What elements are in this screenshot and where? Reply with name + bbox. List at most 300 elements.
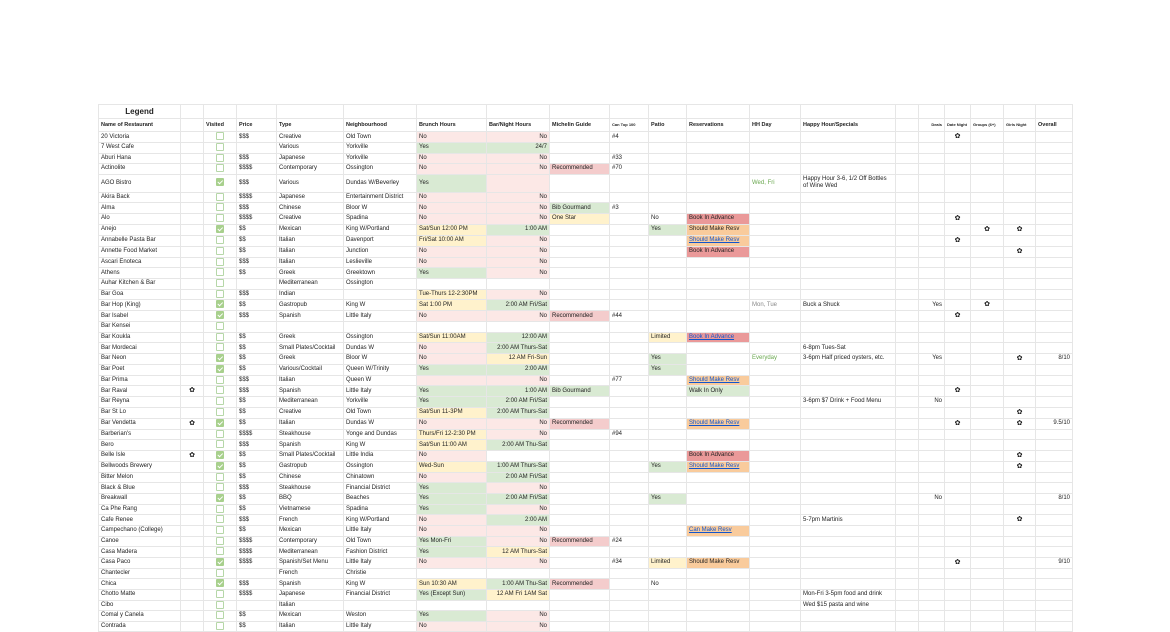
cell-c — [610, 174, 649, 192]
cell-p: $$$ — [237, 132, 277, 143]
cell-bn: 1:00 AM — [487, 386, 550, 397]
visited-checkbox[interactable] — [216, 300, 224, 308]
cell-hd — [750, 246, 801, 257]
table-row — [99, 504, 1073, 515]
cell-s — [181, 504, 204, 515]
visited-checkbox[interactable] — [216, 311, 224, 319]
reservation-link[interactable]: Should Make Resv — [687, 418, 750, 429]
column-header-o[interactable]: Overall — [1036, 119, 1073, 132]
cell-dn — [945, 279, 971, 290]
restaurant-name: Auhar Kitchen & Bar — [99, 279, 181, 290]
visited-checkbox[interactable] — [216, 132, 224, 140]
cell-hd — [750, 132, 801, 143]
cell-c: #70 — [610, 164, 649, 175]
cell-m — [550, 132, 610, 143]
cell-pa — [649, 386, 687, 397]
cell-p: $$$$ — [237, 213, 277, 224]
cell-bn: 2:00 AM Thurs-Sat — [487, 343, 550, 354]
visited-checkbox[interactable] — [216, 386, 224, 394]
cell-rs — [687, 621, 750, 632]
visited-checkbox[interactable] — [216, 258, 224, 266]
cell-p: $$ — [237, 224, 277, 235]
cell-b: Yes — [417, 483, 487, 494]
legend-cell — [801, 105, 896, 119]
cell-s — [181, 526, 204, 537]
cell-t: Chinese — [277, 203, 344, 214]
cell-gr — [971, 397, 1004, 408]
cell-t: Various — [277, 174, 344, 192]
cell-dl — [919, 547, 945, 558]
reservation-link[interactable]: Book In Advance — [687, 332, 750, 343]
cell-p — [237, 568, 277, 579]
cell-c — [610, 611, 649, 622]
cell-hd — [750, 621, 801, 632]
column-header-t[interactable]: Type — [277, 119, 344, 132]
cell-rs — [687, 590, 750, 601]
column-header-hd[interactable]: HH Day — [750, 119, 801, 132]
visited-cell — [204, 611, 237, 622]
flower-mark-icon: ✿ — [984, 225, 990, 233]
restaurant-name: Bar Kensei — [99, 322, 181, 333]
visited-checkbox[interactable] — [216, 601, 224, 609]
cell-c — [610, 418, 649, 429]
column-header-b[interactable]: Brunch Hours — [417, 119, 487, 132]
column-header-gr[interactable]: Groups (6+) — [971, 119, 1004, 132]
restaurant-name: Bellwoods Brewery — [99, 461, 181, 472]
cell-b: Sat/Sun 12:00 PM — [417, 224, 487, 235]
visited-checkbox[interactable] — [216, 451, 224, 459]
visited-checkbox[interactable] — [216, 440, 224, 448]
cell-rs — [687, 257, 750, 268]
cell-b: Sat/Sun 11-3PM — [417, 407, 487, 418]
column-header-c[interactable]: Can Top 100 — [610, 119, 649, 132]
restaurant-name: Cibo — [99, 600, 181, 611]
cell-s — [181, 450, 204, 461]
cell-dn — [945, 332, 971, 343]
visited-checkbox[interactable] — [216, 203, 224, 211]
cell-gn — [1004, 493, 1036, 504]
cell-s — [181, 174, 204, 192]
cell-gr — [971, 268, 1004, 279]
cell-h: Little Italy — [344, 526, 417, 537]
cell-c — [610, 461, 649, 472]
restaurant-table — [98, 104, 1073, 632]
cell-p: $$$ — [237, 440, 277, 451]
cell-dn — [945, 568, 971, 579]
cell-gn — [1004, 174, 1036, 192]
cell-hd — [750, 322, 801, 333]
cell-h: Little Italy — [344, 386, 417, 397]
cell-dn — [945, 611, 971, 622]
cell-gr — [971, 600, 1004, 611]
visited-cell — [204, 386, 237, 397]
visited-checkbox[interactable] — [216, 247, 224, 255]
reservation-link[interactable]: Should Make Resv — [687, 375, 750, 386]
visited-checkbox[interactable] — [216, 515, 224, 523]
cell-b: Yes — [417, 547, 487, 558]
cell-gr — [971, 483, 1004, 494]
visited-checkbox[interactable] — [216, 547, 224, 555]
cell-c — [610, 579, 649, 590]
visited-checkbox[interactable] — [216, 268, 224, 276]
cell-dn — [945, 600, 971, 611]
cell-dl — [919, 483, 945, 494]
visited-checkbox[interactable] — [216, 193, 224, 201]
restaurant-name: Casa Paco — [99, 557, 181, 568]
cell-p: $$$ — [237, 153, 277, 164]
cell-t: Italian — [277, 375, 344, 386]
cell-dn — [945, 547, 971, 558]
reservation-link[interactable]: Can Make Resv — [687, 526, 750, 537]
visited-checkbox[interactable] — [216, 365, 224, 373]
cell-gr — [971, 568, 1004, 579]
cell-rs — [687, 153, 750, 164]
visited-cell — [204, 397, 237, 408]
cell-o — [1036, 386, 1073, 397]
cell-p: $$$ — [237, 203, 277, 214]
cell-rs — [687, 289, 750, 300]
cell-x — [896, 483, 919, 494]
cell-dl — [919, 364, 945, 375]
cell-dl — [919, 164, 945, 175]
cell-dn — [945, 343, 971, 354]
cell-p — [237, 143, 277, 154]
table-row — [99, 536, 1073, 547]
cell-gr — [971, 279, 1004, 290]
cell-c — [610, 515, 649, 526]
cell-dn — [945, 235, 971, 246]
visited-checkbox[interactable] — [216, 579, 224, 587]
cell-pa — [649, 132, 687, 143]
cell-c: #34 — [610, 557, 649, 568]
visited-checkbox[interactable] — [216, 430, 224, 438]
cell-t: Spanish — [277, 311, 344, 322]
visited-checkbox[interactable] — [216, 225, 224, 233]
cell-b: Yes Mon-Fri — [417, 536, 487, 547]
cell-hs — [801, 143, 896, 154]
table-row — [99, 557, 1073, 568]
visited-checkbox[interactable] — [216, 322, 224, 330]
column-header-h[interactable]: Neighbourhood — [344, 119, 417, 132]
cell-bn: No — [487, 311, 550, 322]
column-header-p[interactable]: Price — [237, 119, 277, 132]
cell-gr — [971, 246, 1004, 257]
cell-bn — [487, 279, 550, 290]
cell-hs — [801, 289, 896, 300]
cell-rs — [687, 483, 750, 494]
cell-pa — [649, 143, 687, 154]
cell-dn — [945, 300, 971, 311]
cell-dl — [919, 311, 945, 322]
visited-checkbox[interactable] — [216, 622, 224, 630]
cell-h: Chinatown — [344, 472, 417, 483]
visited-checkbox[interactable] — [216, 143, 224, 151]
cell-s — [181, 364, 204, 375]
cell-rs — [687, 279, 750, 290]
cell-t: Various — [277, 143, 344, 154]
restaurant-name: Actinolite — [99, 164, 181, 175]
cell-m — [550, 192, 610, 203]
cell-c — [610, 621, 649, 632]
restaurant-name: Bar Reyna — [99, 397, 181, 408]
visited-checkbox[interactable] — [216, 473, 224, 481]
visited-checkbox[interactable] — [216, 419, 224, 427]
visited-checkbox[interactable] — [216, 590, 224, 598]
cell-pa — [649, 300, 687, 311]
cell-m — [550, 440, 610, 451]
visited-checkbox[interactable] — [216, 558, 224, 566]
cell-o: 9/10 — [1036, 557, 1073, 568]
visited-checkbox[interactable] — [216, 408, 224, 416]
cell-bn: No — [487, 418, 550, 429]
column-header-m[interactable]: Michelin Guide — [550, 119, 610, 132]
cell-dn — [945, 418, 971, 429]
visited-checkbox[interactable] — [216, 483, 224, 491]
reservation-link[interactable]: Should Make Resv — [687, 461, 750, 472]
table-row — [99, 353, 1073, 364]
column-header-dl[interactable]: Deals — [919, 119, 945, 132]
legend-cell — [550, 105, 610, 119]
cell-gn — [1004, 364, 1036, 375]
cell-hd — [750, 493, 801, 504]
cell-o — [1036, 590, 1073, 601]
cell-gn — [1004, 568, 1036, 579]
cell-gr — [971, 450, 1004, 461]
cell-hd: Wed, Fri — [750, 174, 801, 192]
column-header-dn[interactable]: Date Night — [945, 119, 971, 132]
column-header-bn[interactable]: Bar/Night Hours — [487, 119, 550, 132]
restaurant-name: Bar Prima — [99, 375, 181, 386]
column-header-hs[interactable]: Happy Hour/Specials — [801, 119, 896, 132]
visited-cell — [204, 472, 237, 483]
visited-checkbox[interactable] — [216, 537, 224, 545]
visited-cell — [204, 407, 237, 418]
cell-pa — [649, 429, 687, 440]
cell-bn: No — [487, 164, 550, 175]
cell-bn — [487, 600, 550, 611]
table-row — [99, 515, 1073, 526]
cell-s — [181, 132, 204, 143]
cell-x — [896, 590, 919, 601]
cell-gn — [1004, 611, 1036, 622]
visited-cell — [204, 590, 237, 601]
visited-cell — [204, 493, 237, 504]
cell-h: Financial District — [344, 590, 417, 601]
table-row — [99, 332, 1073, 343]
cell-b: Yes — [417, 174, 487, 192]
visited-checkbox[interactable] — [216, 505, 224, 513]
cell-pa — [649, 407, 687, 418]
cell-gn — [1004, 143, 1036, 154]
cell-hs: Mon-Fri 3-5pm food and drink — [801, 590, 896, 601]
cell-x — [896, 257, 919, 268]
cell-s — [181, 300, 204, 311]
cell-gn — [1004, 279, 1036, 290]
restaurant-name: Chotto Matte — [99, 590, 181, 601]
cell-x — [896, 343, 919, 354]
cell-dl — [919, 621, 945, 632]
cell-b: No — [417, 257, 487, 268]
cell-o — [1036, 450, 1073, 461]
cell-gr — [971, 579, 1004, 590]
cell-m — [550, 472, 610, 483]
visited-checkbox[interactable] — [216, 236, 224, 244]
visited-checkbox[interactable] — [216, 154, 224, 162]
cell-dl — [919, 440, 945, 451]
visited-checkbox[interactable] — [216, 397, 224, 405]
cell-s — [181, 279, 204, 290]
column-header-n[interactable]: Name of Restaurant — [99, 119, 181, 132]
cell-m — [550, 143, 610, 154]
column-header-s[interactable] — [181, 119, 204, 132]
cell-c — [610, 322, 649, 333]
cell-h — [344, 322, 417, 333]
cell-dl — [919, 343, 945, 354]
cell-hd — [750, 224, 801, 235]
cell-o — [1036, 504, 1073, 515]
visited-checkbox[interactable] — [216, 178, 224, 186]
cell-c — [610, 289, 649, 300]
cell-c — [610, 526, 649, 537]
restaurant-name: Bero — [99, 440, 181, 451]
cell-dn — [945, 493, 971, 504]
cell-o — [1036, 289, 1073, 300]
cell-x — [896, 461, 919, 472]
cell-gr — [971, 547, 1004, 558]
cell-gr — [971, 289, 1004, 300]
cell-dl — [919, 153, 945, 164]
visited-checkbox[interactable] — [216, 164, 224, 172]
cell-pa — [649, 504, 687, 515]
visited-checkbox[interactable] — [216, 279, 224, 287]
column-header-rs[interactable]: Reservations — [687, 119, 750, 132]
cell-rs — [687, 203, 750, 214]
table-row — [99, 143, 1073, 154]
cell-x — [896, 611, 919, 622]
visited-cell — [204, 192, 237, 203]
cell-t: Japanese — [277, 153, 344, 164]
cell-pa — [649, 289, 687, 300]
cell-t: Mexican — [277, 526, 344, 537]
cell-s — [181, 213, 204, 224]
visited-checkbox[interactable] — [216, 354, 224, 362]
cell-s — [181, 547, 204, 558]
cell-t: Various/Cocktail — [277, 364, 344, 375]
cell-rs — [687, 268, 750, 279]
table-row — [99, 246, 1073, 257]
visited-checkbox[interactable] — [216, 569, 224, 577]
cell-p — [237, 279, 277, 290]
cell-m — [550, 450, 610, 461]
cell-x — [896, 203, 919, 214]
reservation-link[interactable]: Should Make Resv — [687, 235, 750, 246]
cell-x — [896, 224, 919, 235]
cell-o — [1036, 579, 1073, 590]
cell-t: Spanish — [277, 386, 344, 397]
cell-hd — [750, 418, 801, 429]
cell-p: $$$$ — [237, 164, 277, 175]
cell-x — [896, 621, 919, 632]
cell-dl — [919, 472, 945, 483]
cell-hd — [750, 504, 801, 515]
cell-pa — [649, 268, 687, 279]
restaurant-name: Akira Back — [99, 192, 181, 203]
visited-checkbox[interactable] — [216, 611, 224, 619]
visited-checkbox[interactable] — [216, 376, 224, 384]
cell-pa: Yes — [649, 364, 687, 375]
cell-x — [896, 450, 919, 461]
visited-cell — [204, 246, 237, 257]
table-row — [99, 568, 1073, 579]
cell-t: Mediterranean — [277, 279, 344, 290]
cell-dl — [919, 213, 945, 224]
cell-hs — [801, 504, 896, 515]
cell-s — [181, 621, 204, 632]
cell-dn — [945, 472, 971, 483]
column-header-v[interactable]: Visited — [204, 119, 237, 132]
cell-gn — [1004, 590, 1036, 601]
cell-s — [181, 418, 204, 429]
cell-m: Bib Gourmand — [550, 203, 610, 214]
cell-hd — [750, 143, 801, 154]
cell-hs — [801, 268, 896, 279]
cell-t: Contemporary — [277, 164, 344, 175]
cell-dn — [945, 621, 971, 632]
cell-h: King W/Portland — [344, 515, 417, 526]
legend-cell — [945, 105, 971, 119]
cell-c — [610, 224, 649, 235]
cell-o — [1036, 213, 1073, 224]
cell-t: Chinese — [277, 472, 344, 483]
visited-checkbox[interactable] — [216, 290, 224, 298]
cell-h: King W — [344, 300, 417, 311]
table-row — [99, 343, 1073, 354]
cell-gn — [1004, 192, 1036, 203]
visited-cell — [204, 461, 237, 472]
cell-bn: 2:00 AM Fri/Sat — [487, 472, 550, 483]
cell-c — [610, 407, 649, 418]
column-header-x[interactable] — [896, 119, 919, 132]
cell-p: $$ — [237, 472, 277, 483]
cell-dl — [919, 600, 945, 611]
cell-dn — [945, 450, 971, 461]
cell-hs — [801, 461, 896, 472]
visited-checkbox[interactable] — [216, 462, 224, 470]
cell-bn: No — [487, 289, 550, 300]
cell-m — [550, 322, 610, 333]
cell-hs — [801, 440, 896, 451]
visited-checkbox[interactable] — [216, 494, 224, 502]
visited-checkbox[interactable] — [216, 343, 224, 351]
visited-cell — [204, 322, 237, 333]
cell-x — [896, 268, 919, 279]
visited-checkbox[interactable] — [216, 526, 224, 534]
cell-c — [610, 600, 649, 611]
cell-pa: Limited — [649, 332, 687, 343]
cell-h: Greektown — [344, 268, 417, 279]
cell-b: No — [417, 557, 487, 568]
visited-cell — [204, 557, 237, 568]
cell-h: Bloor W — [344, 203, 417, 214]
column-header-pa[interactable]: Patio — [649, 119, 687, 132]
cell-hd: Mon, Tue — [750, 300, 801, 311]
cell-o: 9.5/10 — [1036, 418, 1073, 429]
column-header-gn[interactable]: Girls Night — [1004, 119, 1036, 132]
visited-checkbox[interactable] — [216, 214, 224, 222]
legend-title: Legend — [99, 105, 181, 119]
visited-checkbox[interactable] — [216, 333, 224, 341]
cell-s — [181, 153, 204, 164]
